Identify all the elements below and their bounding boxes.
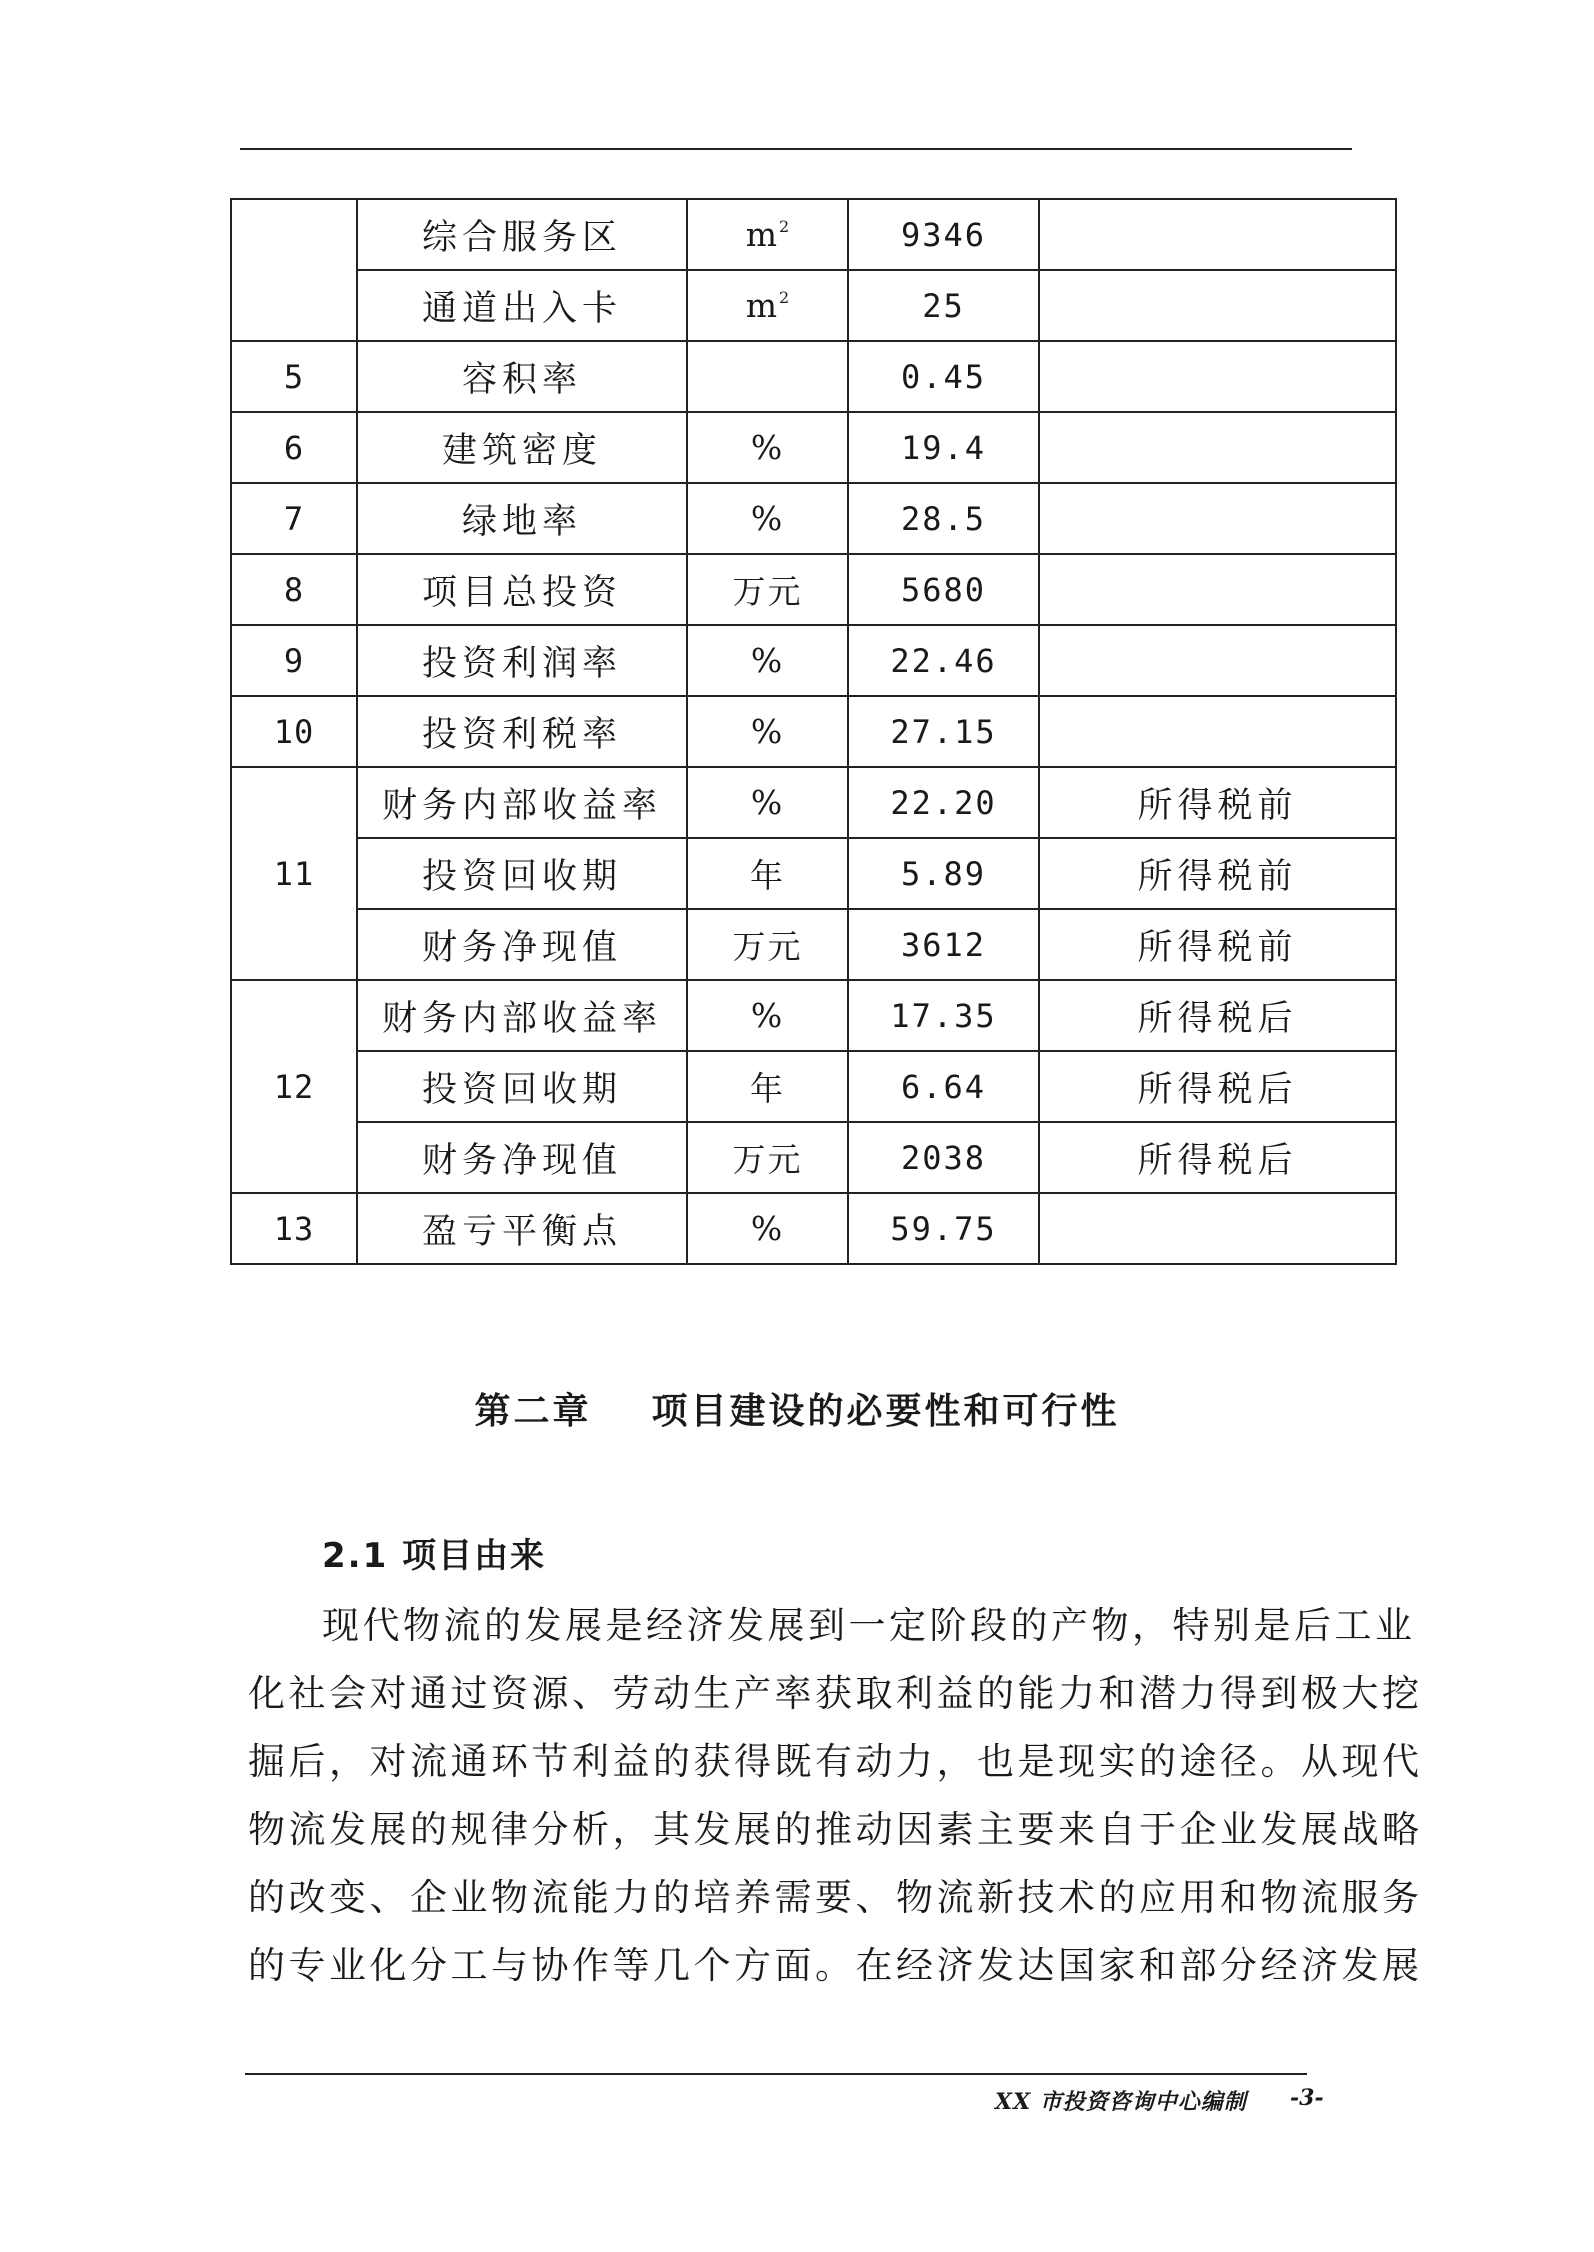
note-cell	[1039, 696, 1396, 767]
unit-cell: 万元	[687, 554, 848, 625]
note-cell	[1039, 270, 1396, 341]
table-row	[231, 483, 1396, 554]
value-cell: 6.64	[848, 1051, 1039, 1122]
table-row	[231, 1193, 1396, 1264]
body-text-line: 化社会对通过资源、劳动生产率获取利益的能力和潜力得到极大挖	[248, 1672, 1423, 1715]
row-number-cell: 11	[231, 767, 357, 980]
body-text-line: 的改变、企业物流能力的培养需要、物流新技术的应用和物流服务	[248, 1876, 1423, 1919]
note-cell	[1039, 483, 1396, 554]
item-cell: 通道出入卡	[357, 270, 687, 341]
unit-cell: %	[687, 980, 848, 1051]
item-cell: 绿地率	[357, 483, 687, 554]
value-cell: 5.89	[848, 838, 1039, 909]
row-number-cell: 12	[231, 980, 357, 1193]
value-cell: 25	[848, 270, 1039, 341]
value-cell: 2038	[848, 1122, 1039, 1193]
unit-cell: 年	[687, 1051, 848, 1122]
item-cell: 容积率	[357, 341, 687, 412]
body-text-line: 物流发展的规律分析，其发展的推动因素主要来自于企业发展战略	[248, 1808, 1423, 1851]
unit-cell	[687, 341, 848, 412]
value-cell: 27.15	[848, 696, 1039, 767]
item-cell: 财务内部收益率	[357, 767, 687, 838]
row-number-cell: 6	[231, 412, 357, 483]
row-number-cell: 8	[231, 554, 357, 625]
table-row	[231, 341, 1396, 412]
value-cell: 0.45	[848, 341, 1039, 412]
value-cell: 22.20	[848, 767, 1039, 838]
unit-superscript: 2	[779, 217, 790, 236]
note-cell: 所得税前	[1039, 838, 1396, 909]
table-row	[231, 554, 1396, 625]
row-number-cell: 7	[231, 483, 357, 554]
unit-cell	[687, 270, 848, 341]
row-number-cell	[231, 199, 357, 341]
body-text-line: 现代物流的发展是经济发展到一定阶段的产物，特别是后工业	[322, 1604, 1416, 1647]
value-cell: 17.35	[848, 980, 1039, 1051]
value-cell: 19.4	[848, 412, 1039, 483]
unit-cell	[687, 199, 848, 270]
unit-cell: 万元	[687, 909, 848, 980]
unit-cell: %	[687, 412, 848, 483]
table-row	[231, 1051, 1396, 1122]
note-cell	[1039, 625, 1396, 696]
value-cell: 28.5	[848, 483, 1039, 554]
chapter-number: 第二章	[474, 1391, 592, 1432]
footer-rule	[245, 2073, 1307, 2075]
unit-cell: %	[687, 1193, 848, 1264]
unit-text: m	[745, 286, 780, 325]
note-cell: 所得税后	[1039, 1051, 1396, 1122]
unit-text: m	[745, 215, 780, 254]
note-cell	[1039, 1193, 1396, 1264]
value-cell: 5680	[848, 554, 1039, 625]
body-text-line: 掘后，对流通环节利益的获得既有动力，也是现实的途径。从现代	[248, 1740, 1423, 1783]
table-row	[231, 270, 1396, 341]
note-cell	[1039, 412, 1396, 483]
unit-cell: %	[687, 767, 848, 838]
item-cell: 投资回收期	[357, 1051, 687, 1122]
table-row	[231, 199, 1396, 270]
table-row	[231, 767, 1396, 838]
value-cell: 22.46	[848, 625, 1039, 696]
unit-cell: %	[687, 696, 848, 767]
value-cell: 59.75	[848, 1193, 1039, 1264]
header-rule	[240, 148, 1352, 150]
note-cell	[1039, 341, 1396, 412]
row-number-cell: 10	[231, 696, 357, 767]
unit-cell: %	[687, 625, 848, 696]
chapter-title	[0, 1383, 1594, 1434]
item-cell: 财务净现值	[357, 1122, 687, 1193]
project-indicators-table	[230, 198, 1397, 1265]
table-row	[231, 412, 1396, 483]
note-cell: 所得税后	[1039, 1122, 1396, 1193]
unit-cell: %	[687, 483, 848, 554]
item-cell: 投资利税率	[357, 696, 687, 767]
note-cell	[1039, 199, 1396, 270]
value-cell: 9346	[848, 199, 1039, 270]
value-cell: 3612	[848, 909, 1039, 980]
row-number-cell: 13	[231, 1193, 357, 1264]
item-cell: 财务内部收益率	[357, 980, 687, 1051]
table-row	[231, 909, 1396, 980]
unit-cell: 万元	[687, 1122, 848, 1193]
item-cell: 财务净现值	[357, 909, 687, 980]
note-cell: 所得税后	[1039, 980, 1396, 1051]
item-cell: 投资回收期	[357, 838, 687, 909]
unit-cell: 年	[687, 838, 848, 909]
row-number-cell: 9	[231, 625, 357, 696]
table-row	[231, 1122, 1396, 1193]
note-cell: 所得税前	[1039, 767, 1396, 838]
table-row	[231, 980, 1396, 1051]
note-cell	[1039, 554, 1396, 625]
note-cell: 所得税前	[1039, 909, 1396, 980]
row-number-cell: 5	[231, 341, 357, 412]
unit-superscript: 2	[779, 288, 790, 307]
page-number: -3-	[1290, 2085, 1324, 2111]
footer-organization: XX 市投资咨询中心编制	[995, 2089, 1247, 2115]
item-cell: 建筑密度	[357, 412, 687, 483]
section-heading: 2.1 项目由来	[322, 1536, 547, 1576]
body-text-line: 的专业化分工与协作等几个方面。在经济发达国家和部分经济发展	[248, 1944, 1423, 1987]
chapter-name: 项目建设的必要性和可行性	[651, 1391, 1120, 1432]
table-row	[231, 625, 1396, 696]
item-cell: 投资利润率	[357, 625, 687, 696]
item-cell: 盈亏平衡点	[357, 1193, 687, 1264]
item-cell: 项目总投资	[357, 554, 687, 625]
table-row	[231, 838, 1396, 909]
item-cell: 综合服务区	[357, 199, 687, 270]
table-row	[231, 696, 1396, 767]
